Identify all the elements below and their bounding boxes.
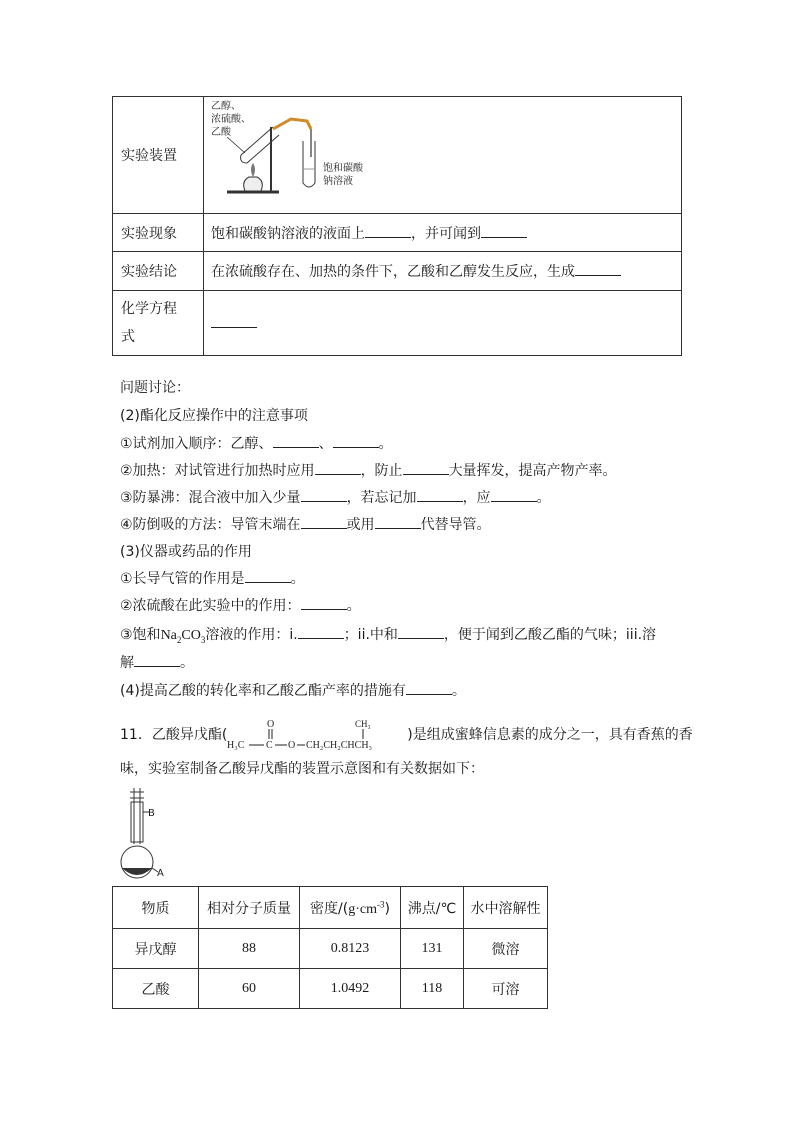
row-label bbox=[113, 291, 204, 356]
answer-blank[interactable] bbox=[398, 626, 444, 639]
exponent: -3 bbox=[376, 898, 385, 909]
text: 。 bbox=[290, 571, 305, 587]
answer-blank[interactable] bbox=[333, 435, 379, 448]
reagent-label-1: 乙醇、 bbox=[211, 101, 241, 112]
table-row bbox=[113, 929, 548, 969]
cell: 88 bbox=[199, 929, 300, 969]
answer-blank[interactable] bbox=[298, 626, 344, 639]
subscript: 3 bbox=[200, 634, 206, 645]
apparatus-cell bbox=[204, 97, 682, 214]
cell: 0.8123 bbox=[300, 929, 401, 969]
text: 。 bbox=[451, 683, 466, 699]
text: ④防倒吸的方法：导管末端在 bbox=[120, 517, 301, 533]
item-4 bbox=[120, 680, 466, 700]
question-text: )是组成蜜蜂信息素的成分之一，具有香蕉的香 bbox=[407, 727, 693, 743]
formula-co: CO bbox=[181, 628, 201, 643]
equation-cell bbox=[204, 291, 682, 356]
table-row bbox=[113, 252, 682, 291]
table-row bbox=[113, 969, 548, 1009]
phenomenon-text: 饱和碳酸钠溶液的液面上 bbox=[211, 225, 365, 242]
item-3-3-cont bbox=[120, 652, 194, 672]
text: 或用 bbox=[346, 517, 375, 533]
text: ③饱和 bbox=[120, 627, 161, 643]
question-number: 11．乙酸异戊酯( bbox=[120, 727, 228, 743]
text: ，应 bbox=[462, 490, 491, 506]
answer-blank[interactable] bbox=[417, 489, 463, 502]
question-11-line-2: 味，实验室制备乙酸异戊酯的装置示意图和有关数据如下： bbox=[120, 761, 484, 777]
row-label: 实验结论 bbox=[113, 252, 204, 291]
answer-blank[interactable] bbox=[375, 516, 421, 529]
branch-methyl: CH₃ bbox=[355, 719, 371, 729]
item-2-4 bbox=[120, 514, 491, 534]
answer-blank[interactable] bbox=[301, 597, 347, 610]
label-a: A bbox=[157, 868, 164, 879]
table-row bbox=[113, 214, 682, 252]
data-table bbox=[112, 886, 548, 1009]
answer-blank[interactable] bbox=[575, 263, 621, 276]
header-cell: 物质 bbox=[113, 887, 199, 929]
cell: 微溶 bbox=[464, 929, 548, 969]
esterification-apparatus-figure bbox=[211, 97, 411, 209]
methyl-group: H₃C bbox=[227, 740, 245, 751]
label-b: B bbox=[148, 808, 155, 819]
text: 。 bbox=[536, 490, 551, 506]
answer-blank[interactable] bbox=[211, 315, 257, 328]
text: ，若忘记加 bbox=[346, 490, 417, 506]
discussion-title: 问题讨论： bbox=[120, 380, 190, 396]
experiment-table bbox=[112, 96, 682, 356]
isoamyl-acetate-structure bbox=[227, 718, 407, 752]
table-header-row bbox=[113, 887, 548, 929]
text: ③防暴沸：混合液中加入少量 bbox=[120, 490, 301, 506]
row-label: 实验装置 bbox=[113, 97, 204, 214]
carbonyl-oxygen: O bbox=[267, 719, 275, 730]
text: ) bbox=[384, 900, 390, 917]
text: 代替导管。 bbox=[420, 517, 491, 533]
label-line-1: 化学方程 bbox=[121, 301, 177, 317]
item-2-2 bbox=[120, 460, 617, 480]
answer-blank[interactable] bbox=[481, 225, 527, 238]
phenomenon-cell bbox=[204, 214, 682, 252]
answer-blank[interactable] bbox=[315, 462, 361, 475]
reflux-apparatus-figure bbox=[112, 786, 172, 882]
text: 大量挥发，提高产物产率。 bbox=[448, 463, 617, 479]
formula-na: Na bbox=[160, 628, 177, 643]
carbonyl-carbon: C bbox=[266, 740, 273, 751]
answer-blank[interactable] bbox=[365, 225, 411, 238]
item-3-1 bbox=[120, 568, 305, 588]
text: (4)提高乙酸的转化率和乙酸乙酯产率的措施有 bbox=[120, 683, 406, 699]
section-2-title: (2)酯化反应操作中的注意事项 bbox=[120, 408, 308, 424]
item-3-3 bbox=[120, 624, 656, 645]
answer-blank[interactable] bbox=[301, 489, 347, 502]
text: 密度/( bbox=[310, 900, 349, 917]
text: 溶液的作用：i. bbox=[205, 627, 298, 643]
reagent-label-2: 浓硫酸、 bbox=[211, 114, 251, 125]
text: ，便于闻到乙酸乙酯的气味；iii.溶 bbox=[443, 627, 657, 643]
ester-oxygen: O bbox=[288, 740, 296, 751]
answer-blank[interactable] bbox=[406, 682, 452, 695]
answer-blank[interactable] bbox=[134, 654, 180, 667]
conclusion-cell bbox=[204, 252, 682, 291]
answer-blank[interactable] bbox=[245, 570, 291, 583]
text: ；ii.中和 bbox=[343, 627, 398, 643]
table-row bbox=[113, 97, 682, 214]
text: ，防止 bbox=[360, 463, 403, 479]
text: ①长导气管的作用是 bbox=[120, 571, 245, 587]
table-row bbox=[113, 291, 682, 356]
row-label: 实验现象 bbox=[113, 214, 204, 252]
text: ②浓硫酸在此实验中的作用： bbox=[120, 598, 301, 614]
section-3-title: (3)仪器或药品的作用 bbox=[120, 544, 252, 560]
text: 。 bbox=[180, 655, 194, 671]
text: 解 bbox=[120, 655, 134, 671]
reagent-label-3: 乙酸 bbox=[211, 127, 231, 138]
text: 、 bbox=[318, 436, 333, 452]
label-line-2: 式 bbox=[121, 329, 135, 345]
cell: 1.0492 bbox=[300, 969, 401, 1009]
answer-blank[interactable] bbox=[491, 489, 537, 502]
question-11-line-1 bbox=[120, 718, 693, 752]
answer-blank[interactable] bbox=[301, 516, 347, 529]
solution-label-1: 饱和碳酸 bbox=[323, 163, 363, 174]
subscript: 2 bbox=[176, 634, 182, 645]
item-2-3 bbox=[120, 487, 551, 507]
header-cell: 水中溶解性 bbox=[464, 887, 548, 929]
unit: g·cm bbox=[348, 901, 377, 917]
header-cell bbox=[300, 887, 401, 929]
header-cell: 相对分子质量 bbox=[199, 887, 300, 929]
item-3-2 bbox=[120, 595, 361, 615]
cell: 60 bbox=[199, 969, 300, 1009]
phenomenon-text-2: ，并可闻到 bbox=[411, 225, 481, 242]
cell: 118 bbox=[401, 969, 464, 1009]
text: 。 bbox=[378, 436, 393, 452]
answer-blank[interactable] bbox=[403, 462, 449, 475]
item-2-1 bbox=[120, 433, 393, 453]
solution-label-2: 钠溶液 bbox=[323, 176, 353, 187]
answer-blank[interactable] bbox=[273, 435, 319, 448]
cell: 131 bbox=[401, 929, 464, 969]
isoamyl-chain: CH₂CH₂CHCH₃ bbox=[306, 740, 373, 751]
text: ②加热：对试管进行加热时应用 bbox=[120, 463, 315, 479]
text: ①试剂加入顺序：乙醇、 bbox=[120, 436, 273, 452]
cell: 乙酸 bbox=[113, 969, 199, 1009]
text: 。 bbox=[346, 598, 361, 614]
conclusion-text: 在浓硫酸存在、加热的条件下，乙酸和乙醇发生反应，生成 bbox=[211, 264, 575, 280]
header-cell: 沸点/℃ bbox=[401, 887, 464, 929]
cell: 异戊醇 bbox=[113, 929, 199, 969]
cell: 可溶 bbox=[464, 969, 548, 1009]
